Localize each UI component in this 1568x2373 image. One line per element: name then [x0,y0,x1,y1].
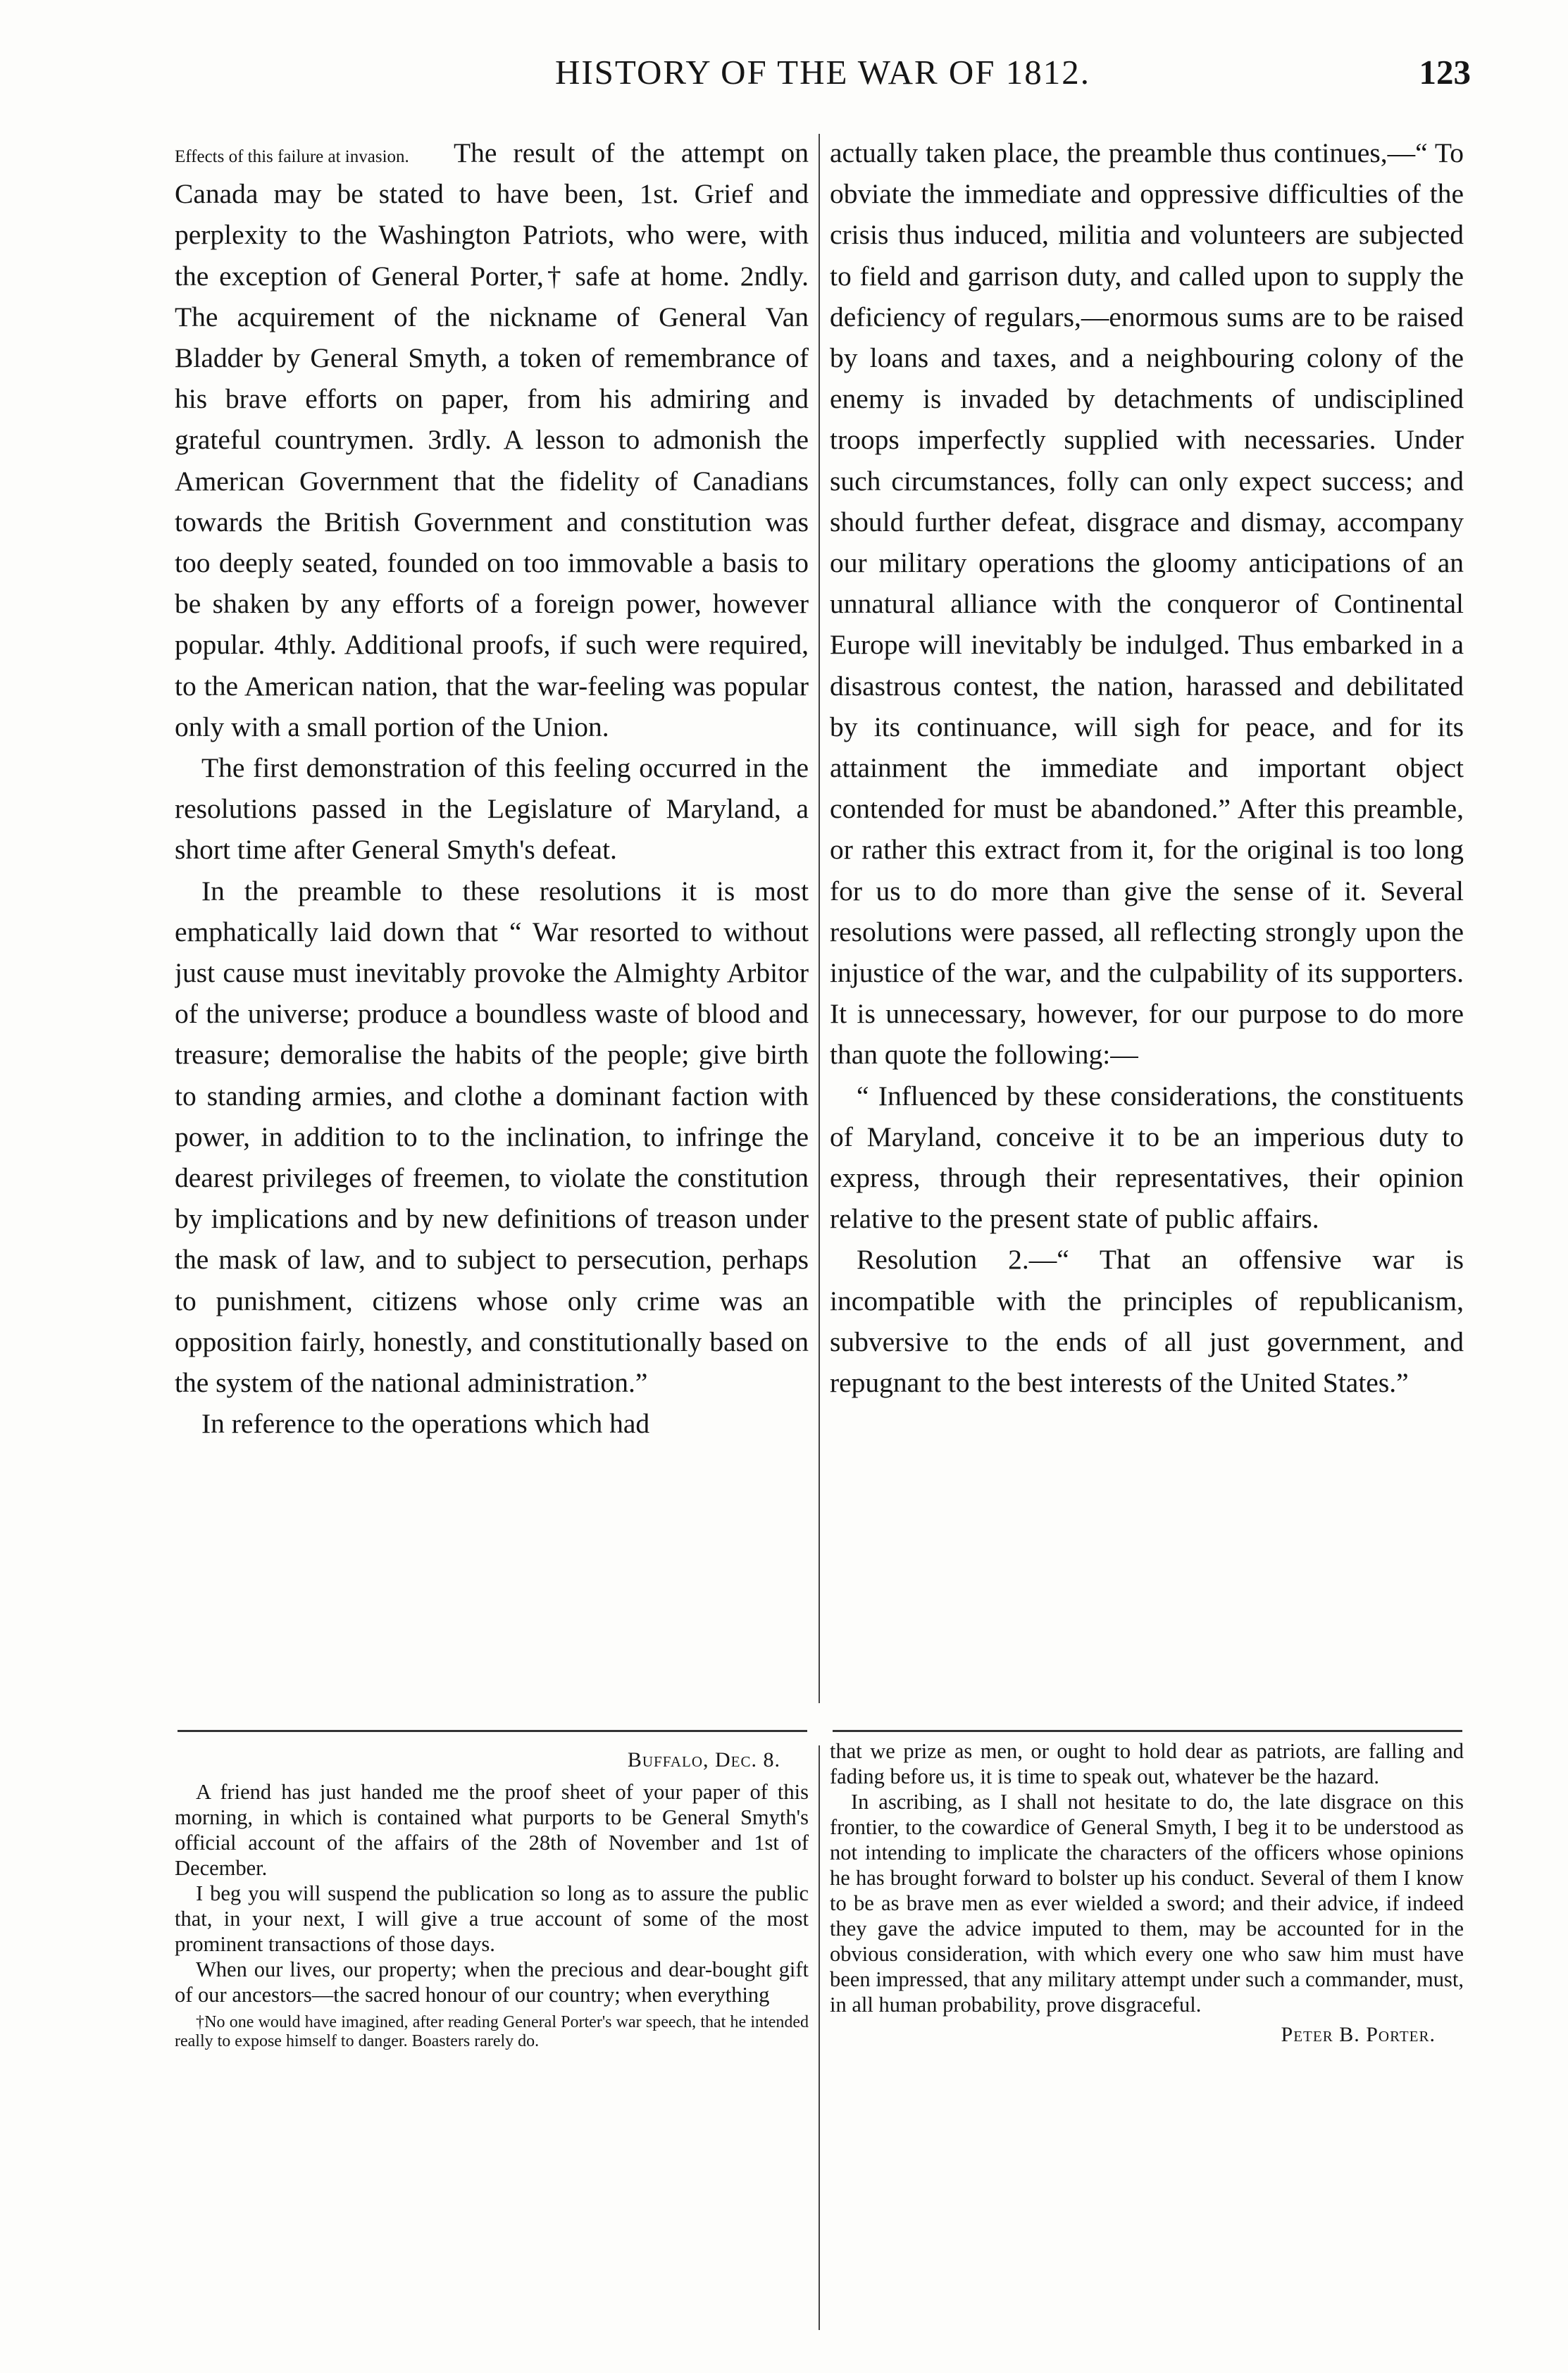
side-note: Effects of this failure at invasion. [175,147,409,166]
running-head [175,41,1471,104]
footnote-separator [833,1730,1462,1732]
right-footnote-column [830,1738,1464,2337]
paragraph: In the preamble to these resolutions it is most emphatically laid down that “ War resorted to without just cause must inevitably provoke the Almighty Arbitor of the universe; produce a boundless waste of blood and treasure; demoralise the habits of the people; give birth to standing armies, and clothe a dominant faction with power, in addition to to the inclination, to infringe the dearest privileges of freemen, to violate the constitution by implications and by new definitions of treason under the mask of law, and to subject to persecution, perhaps to punishment, citizens whose only crime was an opposition fairly, honestly, and constitutionally based on the system of the national administration.” [175,875,809,1399]
left-body-column [175,132,809,1703]
paragraph: “ Influenced by these considerations, the constituents of Maryland, conceive it to be an imperious duty to express, through their representatives, their opinion relative to the present state of public affairs. [830,1080,1464,1235]
column-rule [819,134,820,1703]
footnote-paragraph: When our lives, our property; when the precious and dear-bought gift of our ancestors—the sacred honour of our country; when everything [175,1957,809,2007]
paragraph: actually taken place, the preamble thus continues,—“ To obviate the immediate and oppressive difficulties of the crisis thus induced, militia and volunteers are subjected to field and garrison duty, and called upon to supply the deficiency of regulars,—enormous sums are to be raised by loans and taxes, and a neighbouring colony of the enemy is invaded by detachments of undisciplined troops imperfectly supplied with necessaries. Under such circumstances, folly can only expect success; and should further defeat, disgrace and dismay, accompany our military operations the gloomy anticipations of an unnatural alliance with the conqueror of Continental Europe will inevitably be indulged. Thus embarked in a disastrous contest, the nation, harassed and debilitated by its continuance, will sigh for peace, and for its attainment the immediate and important object contended for must be abandoned.” After this preamble, or rather this extract from it, for the original is too long for us to do more than give the sense of it. Several resolutions were passed, all reflecting strongly upon the injustice of the war, and the culpability of its supporters. It is unnecessary, however, for our purpose to do more than quote the following:— [830,137,1464,1071]
paragraph: The first demonstration of this feeling occurred in the resolutions passed in the Legislature of Maryland, a short time after General Smyth's defeat. [175,752,809,866]
footnote-paragraph: that we prize as men, or ought to hold dear as patriots, are falling and fading before us, it is time to speak out, whatever be the hazard. [830,1739,1464,1788]
paragraph: Resolution 2.—“ That an offensive war is incompatible with the principles of republicanism, subversive to the ends of all just government, and repugnant to the best interests of the United States.” [830,1244,1464,1399]
footnote-paragraph: I beg you will suspend the publication so long as to assure the public that, in your next, I will give a true account of some of the most prominent transactions of those days. [175,1881,809,1956]
footnote-paragraph: A friend has just handed me the proof sheet of your paper of this morning, in which is contained what purports to be General Smyth's official account of the affairs of the 28th of November and 1st of December. [175,1780,809,1880]
running-title: HISTORY OF THE WAR OF 1812. [554,53,1091,92]
paragraph [175,132,809,747]
footnote-separator [178,1730,807,1732]
left-footnote-column [175,1738,809,2337]
footnote-paragraph: In ascribing, as I shall not hesitate to do, the late disgrace on this frontier, to the cowardice of General Smyth, I beg it to be understood as not intending to implicate the characters of the officers whose opinions he has brought forward to bolster up his conduct. Several of them I know to be as brave men as ever wielded a sword; and their advice, if indeed they gave the advice imputed to them, may be accounted for in the obvious consideration, with which every one who saw him must have been impressed, that any military attempt under such a commander, must, in all human probability, prove disgraceful. [830,1790,1464,2017]
right-body-column [830,132,1464,1703]
letter-signature: Peter B. Porter. [1281,2023,1436,2046]
footnote-column-rule [819,1745,820,2330]
dagger-footnote: †No one would have imagined, after reading General Porter's war speech, that he intended really to expose himself to danger. Boasters rarely do. [175,2013,809,2050]
page-number: 123 [1419,53,1471,92]
paragraph-text: The result of the attempt on Canada may be stated to have been, 1st. Grief and perplexity to the Washington Patriots, who were, with the exception of General Porter,† safe at home. 2ndly. The acquirement of the nickname of General Van Bladder by General Smyth, a token of remembrance of his brave efforts on paper, from his admiring and grateful countrymen. 3rdly. A lesson to admonish the American Government that the fidelity of Canadians towards the British Government and constitution was too deeply seated, founded on too immovable a basis to be shaken by any efforts of a foreign power, however popular. 4thly. Additional proofs, if such were required, to the American nation, that the war-feeling was popular only with a small portion of the Union. [175,137,809,742]
paragraph: In reference to the operations which had [201,1408,650,1440]
letter-dateline: Buffalo, Dec. 8. [627,1748,780,1771]
